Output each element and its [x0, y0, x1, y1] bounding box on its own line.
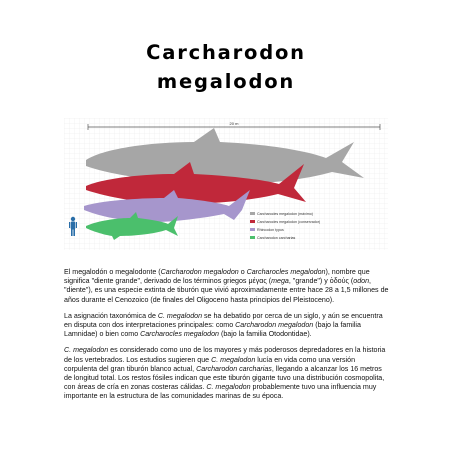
italic-term: Carcharodon megalodon: [235, 321, 314, 330]
text-run: o: [238, 268, 247, 276]
text-run: es considerado como uno de los mayores y más poderosos depredadores en la historia de los vertebrados. Los estudios sugieren que: [64, 346, 386, 364]
scale-label: 20 m: [229, 121, 239, 126]
italic-term: mega: [271, 277, 289, 286]
title-line-2: megalodon: [156, 70, 296, 93]
italic-term: C. megalodon: [206, 383, 251, 392]
page-title: [0, 38, 452, 96]
legend-swatch-4: [250, 236, 255, 239]
text-run: se ha debatido por cerca de un siglo, y aún se encuentra en disputa con dos interpretaciones principales: como: [64, 311, 383, 330]
text-run: El megalodón o megalodonte (: [64, 268, 161, 276]
text-run: , "grande") y ὀδούς (: [288, 277, 354, 286]
italic-term: C. megalodon: [211, 355, 256, 364]
italic-term: Carcharodon megalodon: [160, 268, 239, 276]
italic-term: C. megalodon: [64, 346, 109, 355]
italic-term: Carcharocles megalodon: [246, 268, 326, 276]
italic-term: C. megalodon: [157, 311, 203, 320]
legend-swatch-3: [250, 228, 255, 231]
text-run: , "diente"), es una especie extinta de tiburón que vivió aproximadamente entre hace 28 a 1,5 millones de años durante el Cenozoico (de finales del Oligoceno hasta principios del Pleistoceno).: [64, 277, 389, 304]
text-run: probablemente tuvo una influencia muy importante en la estructura de las comunidades marinas de su época.: [64, 383, 377, 401]
italic-term: odon: [353, 277, 370, 286]
title-line-1: Carcharodon: [146, 41, 306, 64]
paragraph: [64, 268, 390, 305]
text-run: (bajo la familia Lamnidae) o bien como: [64, 321, 361, 339]
italic-term: Carcharocles megalodon: [140, 330, 219, 339]
text-run: ), nombre que significa "diente grande", derivado de los términos griegos μέγας (: [64, 268, 370, 286]
italic-term: Carcharodon carcharias: [196, 364, 272, 373]
paragraph: [64, 312, 390, 340]
size-comparison-svg: [64, 118, 388, 250]
legend-label-4: Carcharodon carcharias: [257, 235, 296, 240]
article-body: [64, 268, 390, 402]
legend-swatch-1: [250, 212, 255, 215]
legend-label-3: Rhincodon typus: [257, 227, 284, 232]
legend-label-1: Carcharocles megalodon (máximo): [257, 211, 313, 216]
text-run: , llegando a alcanzar los 16 metros de longitud total. Los restos fósiles indican que este tiburón gigante tuvo una distribución cosmopolita, con áreas de cría en zonas costeras cálidas.: [64, 364, 385, 392]
legend-label-2: Carcharocles megalodon (conservador): [257, 219, 321, 224]
paragraph: [64, 346, 390, 401]
text-run: lucía en vida como una versión corpulenta del gran tiburón blanco actual,: [64, 355, 356, 373]
text-run: (bajo la familia Otodontidae).: [218, 330, 312, 339]
text-run: La asignación taxonómica de: [64, 311, 158, 320]
size-comparison-figure: [64, 118, 388, 250]
legend-swatch-2: [250, 220, 255, 223]
